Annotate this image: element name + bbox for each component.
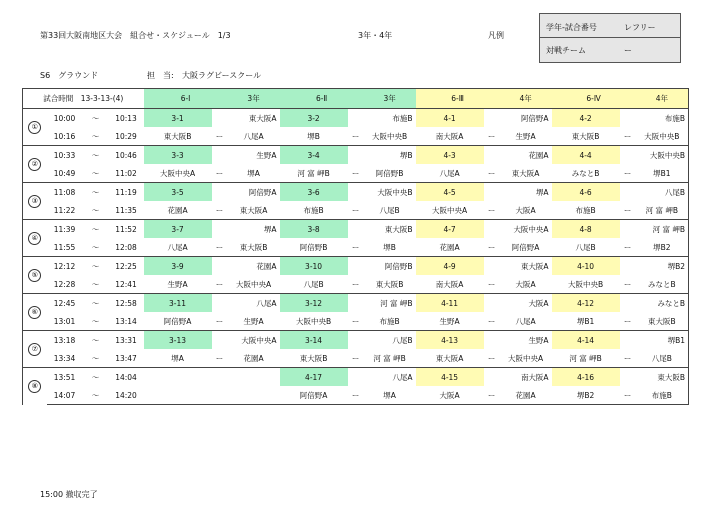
legend-teams: 対戦チーム <box>546 46 586 55</box>
versus-dash: ー <box>487 279 496 289</box>
referee: 堺A <box>212 220 280 239</box>
end-time: 14:04 <box>109 368 144 387</box>
referee: 阿倍野A <box>212 183 280 202</box>
manager-name: 大阪ラグビースクール <box>182 71 262 80</box>
field-header: 6-Ⅲ <box>416 89 500 109</box>
round-number <box>23 183 47 220</box>
versus-dash: ー <box>351 168 360 178</box>
venue-label: S6 グラウンド <box>40 71 99 80</box>
table-row <box>23 146 689 165</box>
team-b: 布施B <box>636 386 689 405</box>
referee: 東大阪B <box>348 220 416 239</box>
tilde: ～ <box>91 242 100 252</box>
team-b: 堺B1 <box>636 164 689 183</box>
team-b: 布施B <box>379 316 400 326</box>
versus-dash: ー <box>487 205 496 215</box>
tilde: ～ <box>83 386 109 405</box>
team-a: みなとB <box>571 168 600 178</box>
match-id: 4-11 <box>416 294 484 313</box>
end-time: 12:58 <box>109 294 144 313</box>
table-row <box>23 386 689 405</box>
team-a: 堺B <box>307 131 320 141</box>
end-time: 12:41 <box>115 279 137 289</box>
start-time: 12:45 <box>47 294 83 313</box>
referee: 南大阪A <box>484 368 552 387</box>
team-b: 生野A <box>515 131 536 141</box>
versus-dash: ー <box>620 386 636 405</box>
versus-dash: ー <box>623 279 632 289</box>
referee: 大阪中央A <box>484 220 552 239</box>
tilde: ～ <box>91 205 100 215</box>
table-header-row <box>23 89 689 109</box>
team-b: みなとB <box>636 275 689 294</box>
team-b: 河 富 岬B <box>636 201 689 220</box>
round-number-label: ⑥ <box>28 306 41 319</box>
match-id: 4-8 <box>552 220 620 239</box>
table-row <box>23 164 689 183</box>
match-id: 3-9 <box>144 257 212 276</box>
versus-dash: ー <box>215 279 224 289</box>
tilde: ～ <box>91 168 100 178</box>
versus-dash: ー <box>487 242 496 252</box>
team-a: 花園A <box>439 242 460 252</box>
team-a: 生野A <box>167 279 188 289</box>
end-time: 11:35 <box>115 205 137 215</box>
match-id: 3-2 <box>280 109 348 128</box>
team-a: 大阪中央A <box>432 205 468 215</box>
team-b: 大阪A <box>515 205 536 215</box>
round-number <box>23 146 47 183</box>
round-number <box>23 368 47 405</box>
referee: 堺B2 <box>620 257 689 276</box>
match-id: 3-8 <box>280 220 348 239</box>
tilde: ～ <box>91 279 100 289</box>
start-time: 11:55 <box>53 242 76 252</box>
versus-dash: ー <box>215 131 224 141</box>
referee: 布施B <box>348 109 416 128</box>
team-b: 大阪中央A <box>508 353 544 363</box>
table-row <box>23 183 689 202</box>
start-time: 13:51 <box>47 368 83 387</box>
match-id: 4-17 <box>280 368 348 387</box>
versus-dash: ー <box>487 353 496 363</box>
field-header: 6-Ⅱ <box>280 89 364 109</box>
round-number <box>23 257 47 294</box>
match-id: 3-13 <box>144 331 212 350</box>
versus-dash: ー <box>623 316 632 326</box>
match-id: 4-6 <box>552 183 620 202</box>
referee: 八尾A <box>212 294 280 313</box>
referee: 大阪中央A <box>212 331 280 350</box>
referee: 大阪A <box>484 294 552 313</box>
team-a: 大阪中央A <box>159 168 196 178</box>
team-a: 東大阪B <box>571 131 600 141</box>
versus-dash: ー <box>623 205 632 215</box>
round-number <box>23 294 47 331</box>
table-row <box>23 257 689 276</box>
grade-label: 3年・4年 <box>358 31 393 40</box>
start-time: 13:34 <box>53 353 76 363</box>
versus-dash: ー <box>351 316 360 326</box>
end-time: 11:52 <box>109 220 144 239</box>
end-time: 10:46 <box>109 146 144 165</box>
round-number-label: ② <box>28 158 41 171</box>
team-b: 東大阪B <box>636 312 689 331</box>
match-id: 4-14 <box>552 331 620 350</box>
start-time: 10:33 <box>47 146 83 165</box>
tilde: ～ <box>83 294 109 313</box>
field-grade: 3年 <box>364 89 416 109</box>
team-b: 堺A <box>247 168 260 178</box>
team-b: 河 富 岬B <box>373 353 406 363</box>
table-row <box>23 312 689 331</box>
team-a: 生野A <box>439 316 460 326</box>
versus-dash: ー <box>351 242 360 252</box>
end-time: 11:02 <box>115 168 137 178</box>
table-row <box>23 275 689 294</box>
match-id: 3-11 <box>144 294 212 313</box>
versus-dash: ー <box>215 205 224 215</box>
end-time: 12:08 <box>115 242 137 252</box>
field-header: 6-Ⅳ <box>552 89 636 109</box>
time-header: 試合時間 13-3-13-(4) <box>23 89 144 109</box>
field-header: 6-Ⅰ <box>144 89 228 109</box>
match-id: 3-7 <box>144 220 212 239</box>
end-time: 13:31 <box>109 331 144 350</box>
manager-label: 担 当: <box>147 71 174 80</box>
team-b: 大阪中央A <box>235 279 272 289</box>
field-grade: 4年 <box>636 89 689 109</box>
match-id: 3-1 <box>144 109 212 128</box>
team-a: 大阪中央B <box>295 316 332 326</box>
team-a: 布施B <box>575 205 596 215</box>
start-time: 10:49 <box>53 168 76 178</box>
team-b: 八尾A <box>515 316 536 326</box>
match-id: 3-10 <box>280 257 348 276</box>
team-a: 大阪中央B <box>568 279 604 289</box>
team-b: 花園A <box>500 386 552 405</box>
table-row <box>23 368 689 387</box>
end-time: 13:14 <box>115 316 137 326</box>
round-number <box>23 220 47 257</box>
end-time: 10:13 <box>109 109 144 128</box>
team-b: 堺B <box>383 242 396 252</box>
round-number <box>23 109 47 146</box>
team-b: 八尾B <box>636 349 689 368</box>
team-a: 堺B2 <box>552 386 620 405</box>
versus-dash: ー <box>215 168 224 178</box>
match-id: 3-5 <box>144 183 212 202</box>
legend-box <box>539 13 681 63</box>
tilde: ～ <box>91 353 100 363</box>
match-id: 4-4 <box>552 146 620 165</box>
tilde: ～ <box>83 257 109 276</box>
versus-dash: ー <box>484 386 500 405</box>
referee: 阿倍野A <box>484 109 552 128</box>
versus-dash: ー <box>487 131 496 141</box>
match-id: 4-13 <box>416 331 484 350</box>
referee: 花園A <box>212 257 280 276</box>
end-time: 12:25 <box>109 257 144 276</box>
team-a: 阿倍野A <box>163 316 192 326</box>
end-time: 11:19 <box>109 183 144 202</box>
match-id: 3-14 <box>280 331 348 350</box>
referee: 八尾A <box>348 368 416 387</box>
team-a: 堺A <box>171 353 184 363</box>
team-b: 阿倍野B <box>375 168 404 178</box>
versus-dash: ー <box>623 168 632 178</box>
round-number-label: ① <box>28 121 41 134</box>
versus-dash: ー <box>623 353 632 363</box>
schedule-table <box>22 88 689 405</box>
referee: 八尾B <box>348 331 416 350</box>
team-a: 南大阪A <box>435 279 464 289</box>
team-a: 南大阪A <box>435 131 464 141</box>
tilde: ～ <box>83 109 109 128</box>
start-time: 12:12 <box>47 257 83 276</box>
referee: 八尾B <box>620 183 689 202</box>
referee: 河 富 岬B <box>348 294 416 313</box>
referee: 堺A <box>484 183 552 202</box>
referee: 堺B <box>348 146 416 165</box>
match-id: 4-9 <box>416 257 484 276</box>
team-a: 河 富 岬B <box>297 168 330 178</box>
match-id: 4-3 <box>416 146 484 165</box>
table-row <box>23 220 689 239</box>
match-id: 4-5 <box>416 183 484 202</box>
round-number <box>23 331 47 368</box>
versus-dash: ー <box>215 316 224 326</box>
tilde: ～ <box>83 331 109 350</box>
tilde: ～ <box>83 368 109 387</box>
footer-note: 15:00 撤収完了 <box>40 490 98 499</box>
team-b: 東大阪A <box>511 168 540 178</box>
start-time: 11:22 <box>53 205 76 215</box>
team-a: 大阪A <box>416 386 484 405</box>
team-b: 東大阪B <box>239 242 268 252</box>
team-a: 八尾A <box>439 168 460 178</box>
table-row <box>23 201 689 220</box>
team-b: 大阪中央B <box>372 131 408 141</box>
team-a: 阿倍野A <box>280 386 348 405</box>
team-b: 生野A <box>243 316 264 326</box>
team-b: 東大阪A <box>239 205 268 215</box>
team-b: 八尾B <box>379 205 400 215</box>
referee: 東大阪A <box>484 257 552 276</box>
legend-divider <box>540 37 680 38</box>
start-time: 12:28 <box>53 279 76 289</box>
match-id: 3-12 <box>280 294 348 313</box>
referee: 生野A <box>484 331 552 350</box>
match-id: 4-1 <box>416 109 484 128</box>
tilde: ～ <box>83 220 109 239</box>
start-time: 10:16 <box>53 131 76 141</box>
table-row <box>23 349 689 368</box>
team-b: 堺B2 <box>636 238 689 257</box>
match-id: 4-10 <box>552 257 620 276</box>
referee: 花園A <box>484 146 552 165</box>
team-b: 花園A <box>243 353 264 363</box>
team-a: 堺B1 <box>576 316 595 326</box>
versus-dash: ー <box>351 279 360 289</box>
team-a: 八尾B <box>303 279 324 289</box>
versus-dash: ー <box>351 353 360 363</box>
round-number-label: ⑦ <box>28 343 41 356</box>
table-row <box>23 331 689 350</box>
match-id: 4-2 <box>552 109 620 128</box>
versus-dash: ー <box>623 242 632 252</box>
table-row <box>23 127 689 146</box>
team-b: 大阪中央B <box>636 127 689 146</box>
start-time: 13:01 <box>53 316 76 326</box>
match-id: 4-12 <box>552 294 620 313</box>
team-a: 阿倍野B <box>299 242 328 252</box>
versus-dash: ー <box>215 353 224 363</box>
match-id: 4-16 <box>552 368 620 387</box>
versus-dash: ー <box>487 168 496 178</box>
referee: 東大阪B <box>620 368 689 387</box>
versus-dash: ー <box>351 205 360 215</box>
versus-dash: ー <box>487 316 496 326</box>
referee: 布施B <box>620 109 689 128</box>
referee: 河 富 岬B <box>620 220 689 239</box>
match-id: 4-15 <box>416 368 484 387</box>
referee: 阿倍野B <box>348 257 416 276</box>
match-id: 3-6 <box>280 183 348 202</box>
tilde: ～ <box>91 316 100 326</box>
tilde: ～ <box>83 146 109 165</box>
start-time: 11:08 <box>47 183 83 202</box>
team-a: 河 富 岬B <box>569 353 602 363</box>
start-time: 10:00 <box>47 109 83 128</box>
start-time: 14:07 <box>47 386 83 405</box>
table-row <box>23 294 689 313</box>
team-b: 阿倍野A <box>511 242 540 252</box>
round-number-label: ⑧ <box>28 380 41 393</box>
legend-grade-match: 学年-試合番号 <box>546 23 597 32</box>
team-a: 八尾B <box>575 242 596 252</box>
team-a: 布施B <box>303 205 324 215</box>
match-id: 4-7 <box>416 220 484 239</box>
round-number-label: ③ <box>28 195 41 208</box>
match-id: 3-3 <box>144 146 212 165</box>
versus-dash: ー <box>215 242 224 252</box>
referee: 生野A <box>212 146 280 165</box>
referee: 大阪中央B <box>348 183 416 202</box>
team-b: 堺A <box>364 386 416 405</box>
team-b: 東大阪B <box>375 279 404 289</box>
team-a: 東大阪A <box>435 353 464 363</box>
tilde: ～ <box>91 131 100 141</box>
team-b: 大阪A <box>515 279 536 289</box>
field-grade: 4年 <box>500 89 552 109</box>
referee: 大阪中央B <box>620 146 689 165</box>
team-a: 東大阪B <box>163 131 192 141</box>
table-row <box>23 109 689 128</box>
versus-dash: ー <box>351 131 360 141</box>
team-a: 東大阪B <box>299 353 328 363</box>
document-title: 第33回大阪南地区大会 組合せ・スケジュール 1/3 <box>40 31 231 40</box>
tilde: ～ <box>83 183 109 202</box>
round-number-label: ⑤ <box>28 269 41 282</box>
end-time: 14:20 <box>109 386 144 405</box>
empty-slot <box>144 368 280 387</box>
referee: 東大阪A <box>212 109 280 128</box>
round-number-label: ④ <box>28 232 41 245</box>
versus-dash: ー <box>623 131 632 141</box>
versus-dash: ー <box>348 386 364 405</box>
referee: 堺B1 <box>620 331 689 350</box>
referee: みなとB <box>620 294 689 313</box>
empty-slot <box>144 386 280 405</box>
legend-dash: ー <box>624 46 632 55</box>
table-row <box>23 238 689 257</box>
legend-referee: レフリー <box>624 23 656 32</box>
match-id: 3-4 <box>280 146 348 165</box>
start-time: 13:18 <box>47 331 83 350</box>
team-b: 八尾A <box>243 131 264 141</box>
field-grade: 3年 <box>228 89 280 109</box>
end-time: 13:47 <box>115 353 137 363</box>
end-time: 10:29 <box>115 131 137 141</box>
start-time: 11:39 <box>47 220 83 239</box>
team-a: 花園A <box>167 205 188 215</box>
legend-label: 凡例 <box>488 31 504 40</box>
team-a: 八尾A <box>167 242 188 252</box>
